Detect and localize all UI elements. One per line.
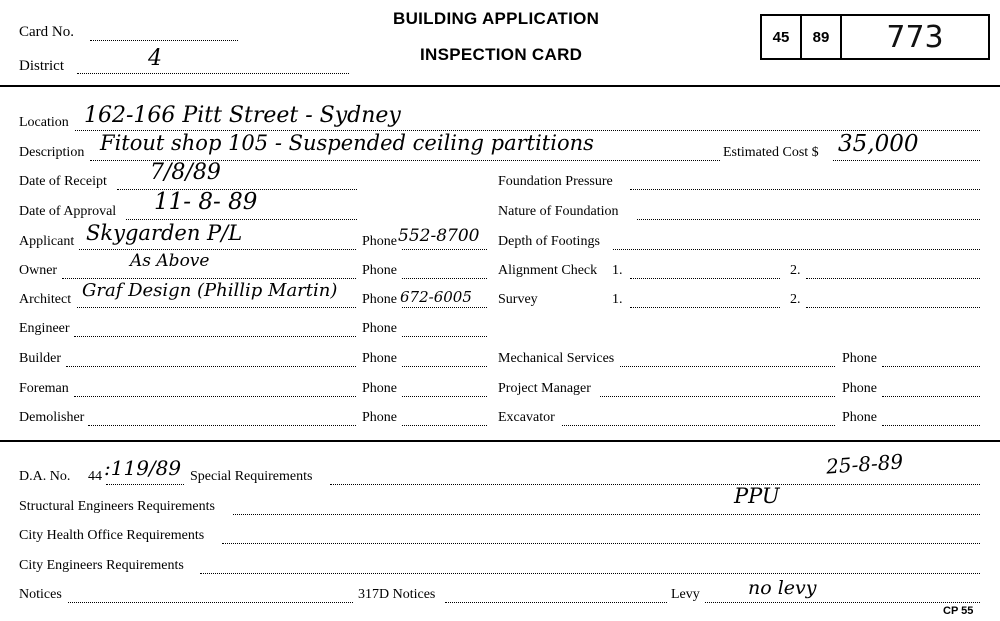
survey-label: Survey: [498, 292, 538, 307]
city-eng-line: [200, 573, 980, 574]
special-req-date: 25-8-89: [825, 449, 904, 479]
nature-foundation-label: Nature of Foundation: [498, 204, 619, 219]
applicant-line: [79, 249, 356, 250]
middle-divider: [0, 440, 1000, 442]
owner-phone-label: Phone: [362, 263, 397, 278]
district-label: District: [19, 58, 64, 74]
date-approval-label: Date of Approval: [19, 204, 117, 219]
foundation-pressure-line: [630, 189, 980, 190]
architect-phone-line: [402, 307, 487, 308]
da-no-label: D.A. No.: [19, 469, 71, 484]
top-divider: [0, 85, 1000, 87]
survey-num-2: 2.: [790, 292, 801, 307]
card-number: 773: [886, 19, 944, 55]
excavator-phone-line: [882, 425, 980, 426]
survey-line-1: [630, 307, 780, 308]
mechanical-label: Mechanical Services: [498, 351, 615, 366]
builder-label: Builder: [19, 351, 61, 366]
structural-value: PPU: [734, 484, 780, 508]
foreman-phone-line: [402, 396, 487, 397]
levy-line: [705, 602, 980, 603]
foreman-phone-label: Phone: [362, 381, 397, 396]
levy-label: Levy: [671, 587, 700, 602]
foreman-line: [74, 396, 356, 397]
mechanical-line: [620, 366, 835, 367]
description-value: Fitout shop 105 - Suspended ceiling partitions: [100, 131, 594, 155]
architect-label: Architect: [19, 292, 72, 307]
notices-317d-label: 317D Notices: [358, 587, 436, 602]
levy-value: no levy: [748, 577, 817, 599]
date-receipt-label: Date of Receipt: [19, 174, 107, 189]
estimated-cost-line: [833, 160, 980, 161]
depth-footings-line: [613, 249, 980, 250]
special-req-label: Special Requirements: [190, 469, 313, 484]
project-manager-line: [600, 396, 835, 397]
date-approval-line: [126, 219, 357, 220]
applicant-phone-label: Phone: [362, 234, 397, 249]
architect-phone-label: Phone: [362, 292, 397, 307]
owner-value: As Above: [130, 251, 210, 271]
special-req-line: [330, 484, 980, 485]
project-manager-label: Project Manager: [498, 381, 591, 396]
architect-phone-value: 672-6005: [400, 288, 472, 306]
district-line: [77, 73, 349, 74]
excavator-line: [562, 425, 835, 426]
date-receipt-value: 7/8/89: [150, 160, 221, 185]
alignment-num-2: 2.: [790, 263, 801, 278]
card-no-label: Card No.: [19, 24, 74, 40]
project-manager-phone-label: Phone: [842, 381, 877, 396]
demolisher-line: [88, 425, 356, 426]
applicant-phone-line: [402, 249, 487, 250]
estimated-cost-value: 35,000: [838, 131, 919, 157]
mechanical-phone-label: Phone: [842, 351, 877, 366]
description-label: Description: [19, 145, 85, 160]
form-subtitle: INSPECTION CARD: [420, 45, 583, 64]
applicant-value: Skygarden P/L: [86, 221, 243, 245]
project-manager-phone-line: [882, 396, 980, 397]
owner-phone-line: [402, 278, 487, 279]
demolisher-phone-line: [402, 425, 487, 426]
demolisher-label: Demolisher: [19, 410, 85, 425]
foreman-label: Foreman: [19, 381, 69, 396]
card-box-cell-1: 45: [762, 16, 802, 58]
alignment-line-2: [806, 278, 980, 279]
structural-label: Structural Engineers Requirements: [19, 499, 215, 514]
form-title: BUILDING APPLICATION: [393, 9, 600, 28]
applicant-phone-value: 552-8700: [398, 226, 480, 246]
demolisher-phone-label: Phone: [362, 410, 397, 425]
foundation-pressure-label: Foundation Pressure: [498, 174, 613, 189]
structural-line: [233, 514, 980, 515]
card-no-line: [90, 40, 238, 41]
architect-line: [77, 307, 356, 308]
applicant-label: Applicant: [19, 234, 75, 249]
health-label: City Health Office Requirements: [19, 528, 205, 543]
notices-line: [68, 602, 353, 603]
mechanical-phone-line: [882, 366, 980, 367]
excavator-label: Excavator: [498, 410, 555, 425]
engineer-phone-line: [402, 336, 487, 337]
health-line: [222, 543, 980, 544]
builder-phone-line: [402, 366, 487, 367]
estimated-cost-label: Estimated Cost $: [723, 145, 819, 160]
card-number-box: [760, 14, 990, 60]
date-approval-value: 11- 8- 89: [154, 189, 258, 215]
alignment-line-1: [630, 278, 780, 279]
da-no-value: :119/89: [104, 456, 182, 480]
alignment-num-1: 1.: [612, 263, 623, 278]
depth-footings-label: Depth of Footings: [498, 234, 600, 249]
da-no-prefix: 44: [88, 469, 102, 484]
builder-line: [66, 366, 356, 367]
alignment-check-label: Alignment Check: [498, 263, 598, 278]
engineer-line: [74, 336, 356, 337]
da-no-line: [106, 484, 184, 485]
survey-line-2: [806, 307, 980, 308]
engineer-label: Engineer: [19, 321, 70, 336]
survey-num-1: 1.: [612, 292, 623, 307]
notices-label: Notices: [19, 587, 62, 602]
city-eng-label: City Engineers Requirements: [19, 558, 184, 573]
engineer-phone-label: Phone: [362, 321, 397, 336]
notices-317d-line: [445, 602, 667, 603]
location-value: 162-166 Pitt Street - Sydney: [84, 103, 401, 128]
form-code: CP 55: [943, 605, 974, 617]
nature-foundation-line: [637, 219, 980, 220]
district-value: 4: [148, 46, 162, 71]
card-box-cell-2: 89: [802, 16, 842, 58]
location-label: Location: [19, 115, 69, 130]
excavator-phone-label: Phone: [842, 410, 877, 425]
owner-label: Owner: [19, 263, 58, 278]
owner-line: [62, 278, 356, 279]
architect-value: Graf Design (Phillip Martin): [82, 280, 338, 301]
builder-phone-label: Phone: [362, 351, 397, 366]
